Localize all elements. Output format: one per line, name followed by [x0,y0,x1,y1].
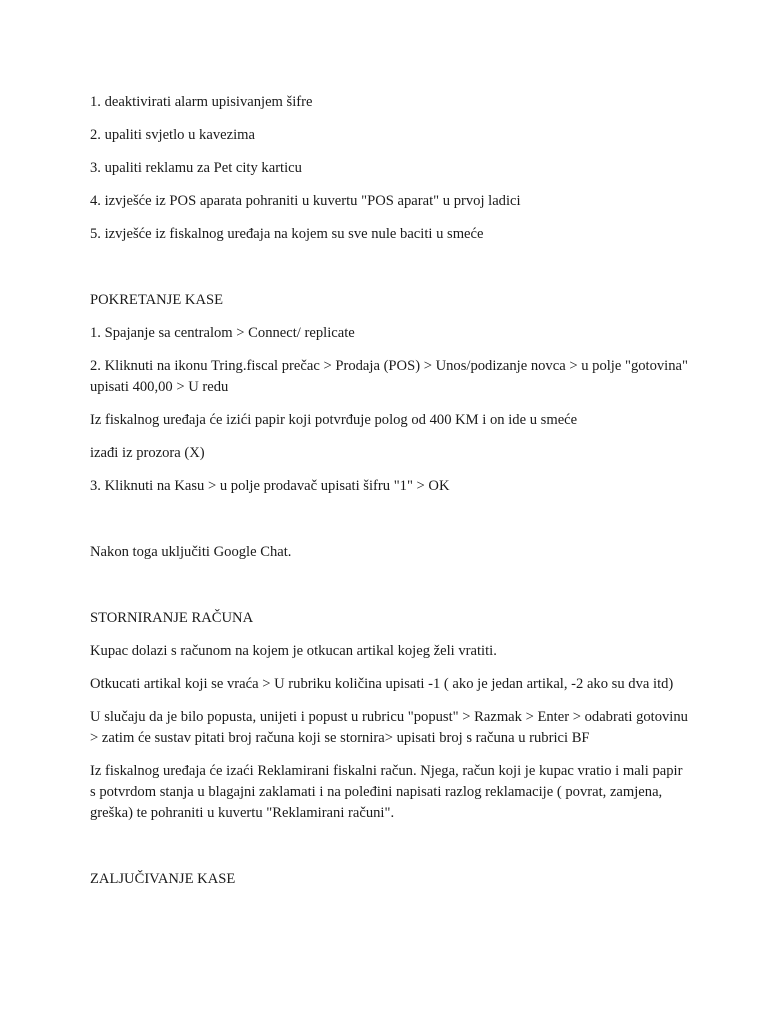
opening-steps [90,92,688,245]
spacer [90,257,688,290]
paragraph: Iz fiskalnog uređaja će izaći Reklamirani fiskalni račun. Njega, račun koji je kupac vratio i mali papir s potvrdom stanja u blagajni zaklamati i na poleđini napisati razlog reklamacije ( povrat, zamjena, greška) te pohraniti u kuvertu "Reklamirani računi". [90,763,683,821]
paragraph: U slučaju da je bilo popusta, unijeti i popust u rubricu "popust" > Razmak > Enter > odabrati gotovinu > zatim će sustav pitati broj računa koji se stornira> upisati broj s računa u rubrici BF [90,709,688,746]
paragraph: 2. Kliknuti na ikonu Tring.fiscal prečac > Prodaja (POS) > Unos/podizanje novca > u polje "gotovina" upisati 400,00 > U redu [90,358,688,395]
paragraph: Kupac dolazi s računom na kojem je otkucan artikal kojeg želi vratiti. [90,643,497,659]
opening-step-1: 1. deaktivirati alarm upisivanjem šifre [90,94,313,110]
google-chat-note: Nakon toga uključiti Google Chat. [90,544,292,560]
paragraph: izađi iz prozora (X) [90,445,205,461]
section-heading: POKRETANJE KASE [90,292,224,308]
opening-step-5: 5. izvješće iz fiskalnog uređaja na kojem su sve nule baciti u smeće [90,226,484,242]
section-storniranje-racuna [90,608,688,824]
paragraph: Iz fiskalnog uređaja će izići papir koji potvrđuje polog od 400 KM i on ide u smeće [90,412,578,428]
paragraph: 3. Kliknuti na Kasu > u polje prodavač upisati šifru "1" > OK [90,478,450,494]
paragraph: Otkucati artikal koji se vraća > U rubriku količina upisati -1 ( ako je jedan artikal, -2 ako su dva itd) [90,676,674,692]
section-heading: STORNIRANJE RAČUNA [90,610,254,626]
opening-step-4: 4. izvješće iz POS aparata pohraniti u kuvertu "POS aparat" u prvoj ladici [90,193,521,209]
paragraph: 1. Spajanje sa centralom > Connect/ replicate [90,325,355,341]
opening-step-2: 2. upaliti svjetlo u kavezima [90,127,255,143]
spacer [90,509,688,542]
section-pokretanje-kase [90,290,688,497]
opening-step-3: 3. upaliti reklamu za Pet city karticu [90,160,302,176]
section-heading: ZALJUČIVANJE KASE [90,871,236,887]
spacer [90,836,688,869]
spacer [90,575,688,608]
section-zakljucivanje-kase [90,869,688,890]
